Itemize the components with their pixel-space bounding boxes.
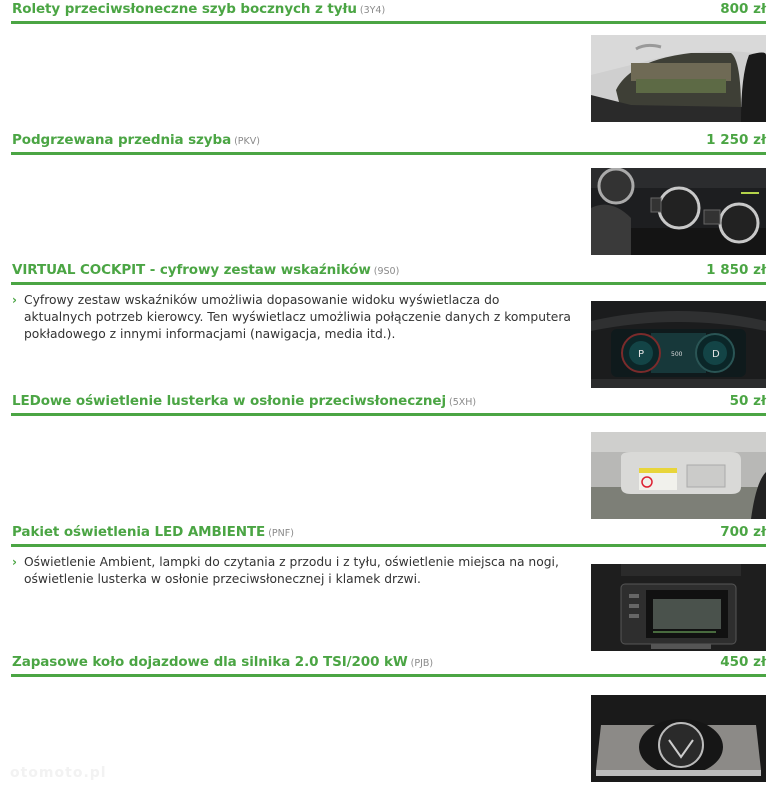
option-header	[11, 394, 766, 416]
svg-text:D: D	[712, 349, 720, 360]
option-price: 800 zł	[720, 1, 766, 17]
bullet-chevron-icon: ›	[12, 555, 17, 569]
watermark: otomoto.pl	[10, 765, 107, 781]
option-title: Zapasowe koło dojazdowe dla silnika 2.0 TSI/200 kW (PJB)	[12, 654, 434, 670]
option-price: 1 850 zł	[706, 262, 766, 278]
option-code: (9S0)	[373, 266, 400, 277]
option-code: (PJB)	[410, 658, 434, 669]
option-virtual-cockpit	[11, 262, 766, 360]
option-description: › Oświetlenie Ambient, lampki do czytania z przodu i z tyłu, oświetlenie miejsca na nogi, oświetlenie lusterka w osłonie przeciwsłonecznej i klamek drzwi.	[12, 555, 559, 586]
option-heated-windshield	[11, 133, 766, 155]
option-title: Podgrzewana przednia szyba (PKV)	[12, 132, 260, 148]
option-title: VIRTUAL COCKPIT - cyfrowy zestaw wskaźników (9S0)	[12, 262, 400, 278]
option-header	[11, 2, 766, 24]
bullet-chevron-icon: ›	[12, 293, 17, 307]
option-title: Pakiet oświetlenia LED AMBIENTE (PNF)	[12, 524, 294, 540]
climate-control-panel-photo	[591, 168, 766, 255]
option-price: 450 zł	[720, 654, 766, 670]
option-led-ambiente	[11, 524, 766, 586]
option-header	[11, 263, 766, 285]
sun-visor-mirror-photo	[591, 432, 766, 519]
option-spare-wheel	[11, 655, 766, 677]
option-code: (3Y4)	[359, 5, 386, 16]
virtual-cockpit-display-photo	[591, 301, 766, 388]
option-led-visor-mirror	[11, 394, 766, 416]
option-header	[11, 525, 766, 547]
infotainment-ambient-photo	[591, 564, 766, 651]
option-title: LEDowe oświetlenie lusterka w osłonie przeciwsłonecznej (5XH)	[12, 393, 477, 409]
option-price: 1 250 zł	[706, 132, 766, 148]
option-code: (PKV)	[234, 136, 260, 147]
option-code: (PNF)	[268, 528, 294, 539]
option-description: › Cyfrowy zestaw wskaźników umożliwia dopasowanie widoku wyświetlacza do aktualnych potrzeb kierowcy. Ten wyświetlacz umożliwia połączenie danych z komputera pokładowego z innymi informacjami (nawigacja, media itd.).	[12, 293, 571, 341]
option-code: (5XH)	[449, 397, 477, 408]
rear-side-window-sunblinds-photo	[591, 35, 766, 122]
option-rear-sunblinds	[11, 2, 766, 24]
svg-text:P: P	[638, 349, 645, 360]
option-title: Rolety przeciwsłoneczne szyb bocznych z tyłu (3Y4)	[12, 1, 386, 17]
svg-text:500: 500	[671, 351, 683, 358]
option-price: 50 zł	[729, 393, 766, 409]
option-header	[11, 655, 766, 677]
option-header	[11, 133, 766, 155]
option-price: 700 zł	[720, 524, 766, 540]
spare-wheel-trunk-photo	[591, 695, 766, 782]
